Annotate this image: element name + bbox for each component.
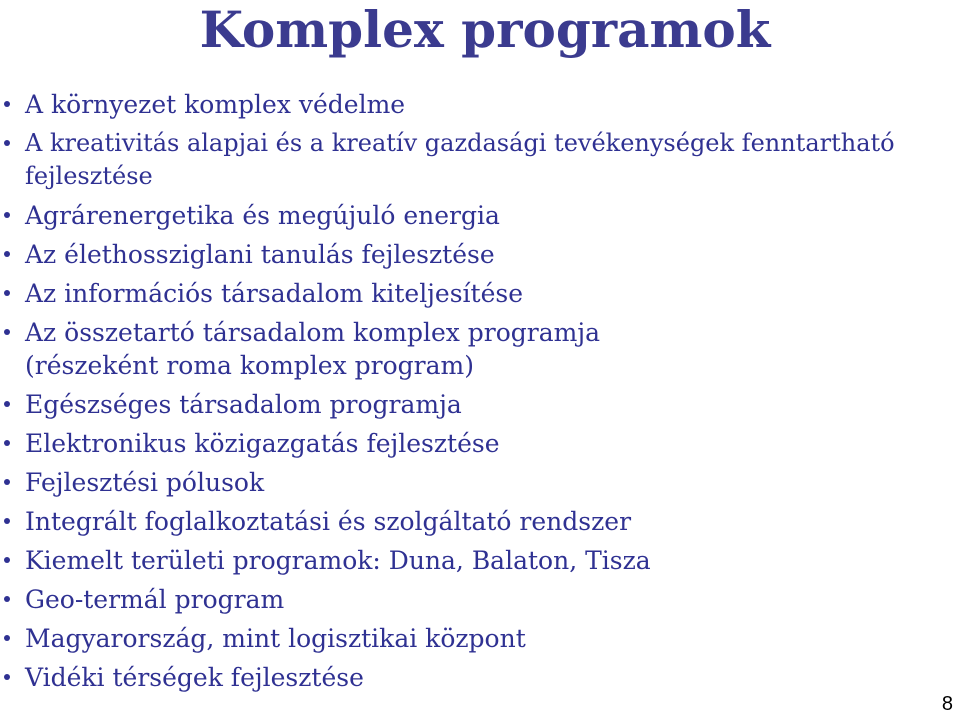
bullet-text: A kreativitás alapjai és a kreatív gazdasági tevékenységek fenntartható xyxy=(25,129,895,157)
bullet-text: Egészséges társadalom programja xyxy=(25,390,462,419)
bullet-text: Magyarország, mint logisztikai központ xyxy=(25,624,526,653)
slide-title: Komplex programok xyxy=(199,0,771,59)
bullet-text: Az információs társadalom kiteljesítése xyxy=(25,279,524,308)
bullet-list xyxy=(0,88,940,700)
bullet-item xyxy=(0,583,940,616)
bullet-item xyxy=(0,427,940,460)
bullet-item xyxy=(0,388,940,421)
bullet-text: A környezet komplex védelme xyxy=(25,90,406,119)
bullet-item xyxy=(0,466,940,499)
bullet-text-continuation: fejlesztése xyxy=(25,162,153,190)
bullet-item xyxy=(0,199,940,232)
bullet-text: Kiemelt területi programok: Duna, Balaton, Tisza xyxy=(25,546,651,575)
bullet-text-continuation: (részeként roma komplex program) xyxy=(25,351,474,380)
bullet-item xyxy=(0,277,940,310)
bullet-text: Fejlesztési pólusok xyxy=(25,468,265,497)
bullet-text: Geo-termál program xyxy=(25,585,285,614)
bullet-item xyxy=(0,238,940,271)
bullet-text: Elektronikus közigazgatás fejlesztése xyxy=(25,429,500,458)
bullet-item xyxy=(0,622,940,655)
bullet-item xyxy=(0,127,940,193)
bullet-text: Vidéki térségek fejlesztése xyxy=(25,663,364,692)
page-number: 8 xyxy=(941,693,953,715)
bullet-item xyxy=(0,316,940,382)
bullet-text: Integrált foglalkoztatási és szolgáltató rendszer xyxy=(25,507,632,536)
bullet-item xyxy=(0,88,940,121)
bullet-text: Az összetartó társadalom komplex programja xyxy=(25,318,601,347)
bullet-text: Agrárenergetika és megújuló energia xyxy=(25,201,500,230)
bullet-text: Az élethossziglani tanulás fejlesztése xyxy=(25,240,495,269)
bullet-item xyxy=(0,661,940,694)
bullet-item xyxy=(0,544,940,577)
bullet-item xyxy=(0,505,940,538)
